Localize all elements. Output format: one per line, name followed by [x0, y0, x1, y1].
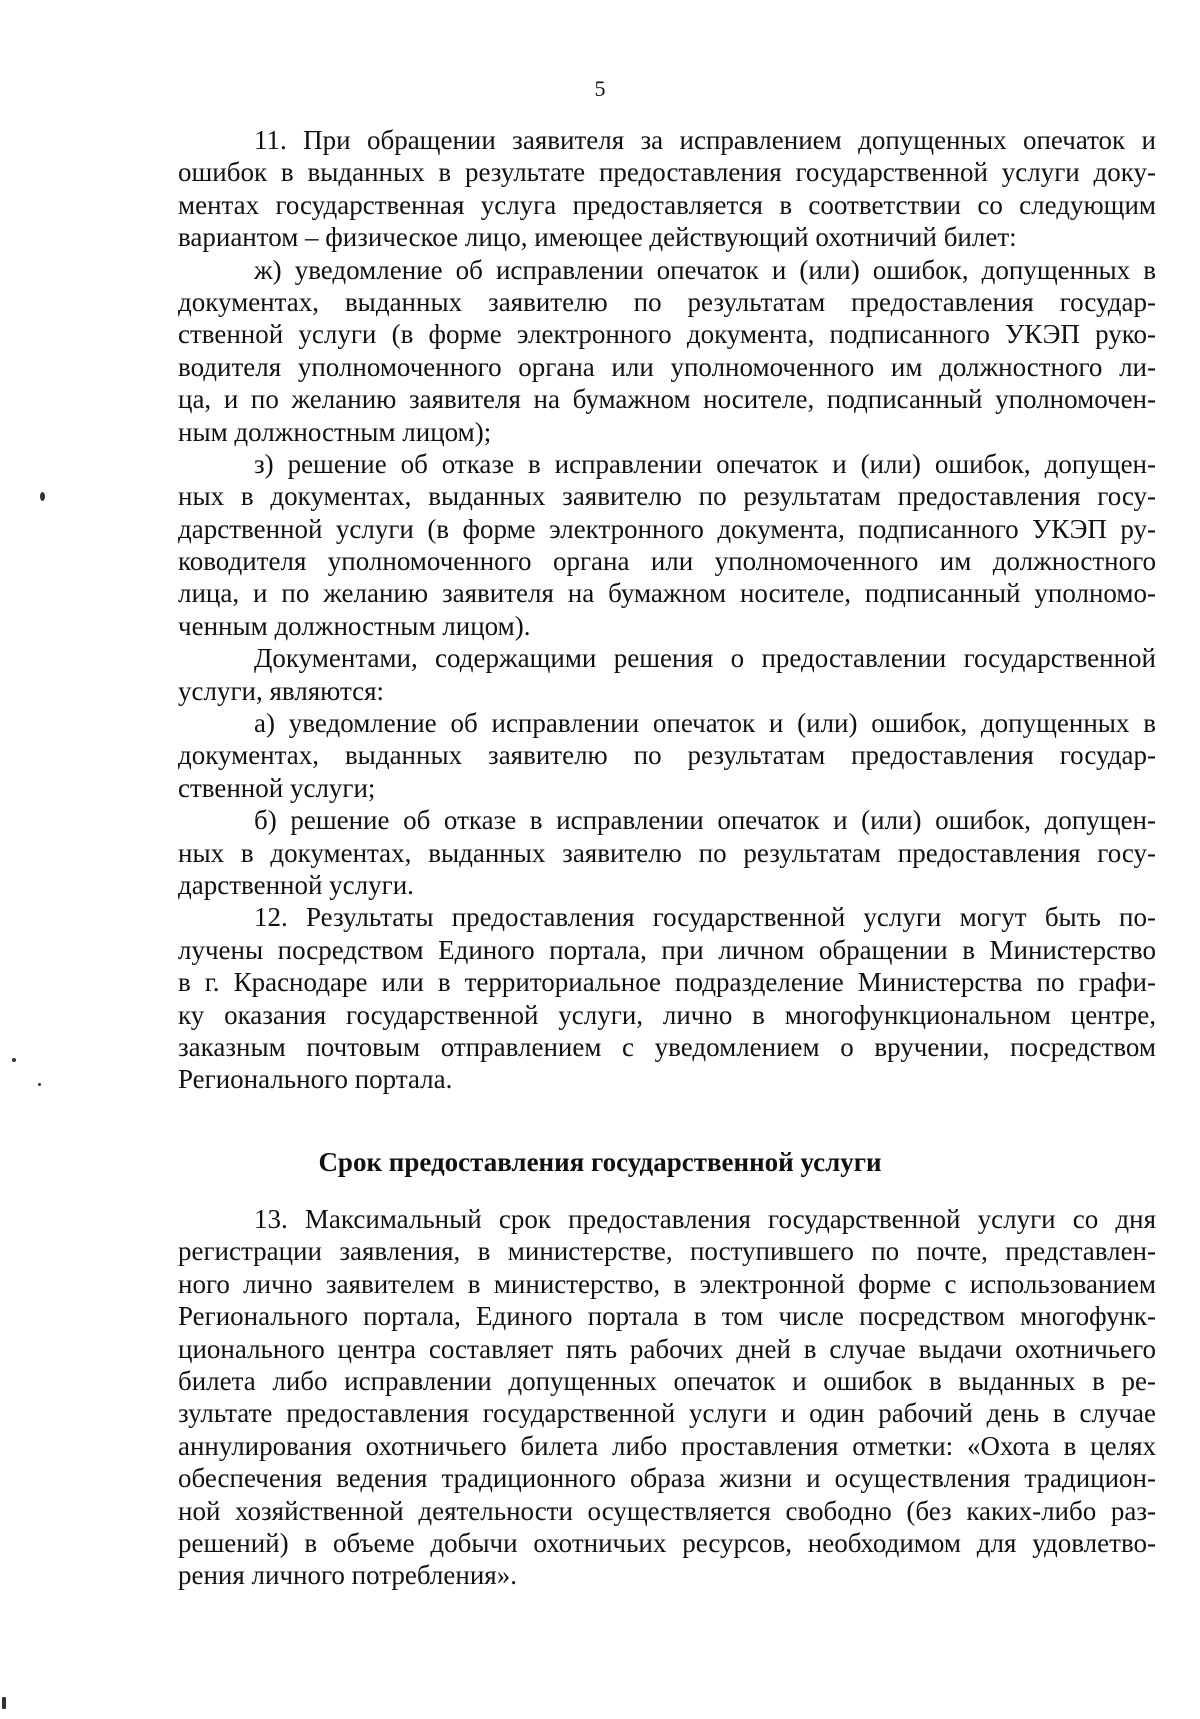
- text-line: услуги, являются:: [178, 675, 385, 706]
- section-heading: Срок предоставления государственной услуги: [318, 1147, 882, 1177]
- text-line: ционального центра составляет пять рабочих дней в случае выдачи охотничьего: [178, 1333, 1156, 1364]
- text-line: документах, выданных заявителю по результатам предоставления государ-: [178, 740, 1156, 771]
- body-text-block-1: [178, 124, 1156, 1096]
- text-line: аннулирования охотничьего билета либо проставления отметки: «Охота в целях: [178, 1430, 1156, 1461]
- text-line: а) уведомление об исправлении опечаток и (или) ошибок, допущенных в: [254, 708, 1156, 739]
- text-line: лица, и по желанию заявителя на бумажном носителе, подписанный уполномо-: [178, 578, 1156, 609]
- text-line: ошибок в выданных в результате предоставления государственной услуги доку-: [178, 157, 1156, 188]
- text-line: решений) в объеме добычи охотничьих ресурсов, необходимом для удовлетво-: [178, 1527, 1156, 1558]
- text-line: документах, выданных заявителю по результатам предоставления государ-: [178, 286, 1156, 317]
- scan-speck: [38, 1083, 41, 1086]
- text-line: ных в документах, выданных заявителю по результатам предоставления госу-: [178, 837, 1156, 868]
- text-line: б) решение об отказе в исправлении опечаток и (или) ошибок, допущен-: [254, 805, 1156, 836]
- text-line: ным должностным лицом);: [178, 416, 492, 447]
- text-line: ственной услуги;: [178, 772, 376, 803]
- text-line: ментах государственная услуга предоставляется в соответствии со следующим: [178, 189, 1156, 220]
- text-line: ководителя уполномоченного органа или уполномоченного им должностного: [178, 546, 1156, 577]
- text-line: Регионального портала, Единого портала в том числе посредством многофунк-: [178, 1301, 1156, 1332]
- text-line: вариантом – физическое лицо, имеющее действующий охотничий билет:: [178, 222, 1017, 253]
- text-line: ченным должностным лицом).: [178, 610, 531, 641]
- text-line: зультате предоставления государственной услуги и один рабочий день в случае: [178, 1398, 1156, 1429]
- scan-speck: [2, 1697, 6, 1709]
- text-line: 13. Максимальный срок предоставления государственной услуги со дня: [254, 1204, 1156, 1234]
- text-line: в г. Краснодаре или в территориальное подразделение Министерства по графи-: [178, 967, 1156, 998]
- text-line: ца, и по желанию заявителя на бумажном носителе, подписанный уполномочен-: [178, 384, 1156, 415]
- text-line: ных в документах, выданных заявителю по результатам предоставления госу-: [178, 481, 1156, 512]
- text-line: билета либо исправлении допущенных опечаток и ошибок в выданных в ре-: [178, 1365, 1156, 1396]
- body-text-block-2: [178, 1203, 1156, 1592]
- text-line: рения личного потребления».: [178, 1560, 517, 1591]
- text-line: 12. Результаты предоставления государственной услуги могут быть по-: [254, 902, 1156, 933]
- text-line: лучены посредством Единого портала, при личном обращении в Министерство: [178, 934, 1156, 965]
- text-line: заказным почтовым отправлением с уведомлением о вручении, посредством: [178, 1031, 1156, 1062]
- text-line: регистрации заявления, в министерстве, поступившего по почте, представлен-: [178, 1236, 1156, 1267]
- text-line: Документами, содержащими решения о предоставлении государственной: [254, 643, 1156, 674]
- scan-speck: [40, 492, 45, 501]
- text-line: ного лично заявителем в министерство, в электронной форме с использованием: [178, 1268, 1156, 1299]
- text-line: ку оказания государственной услуги, лично в многофункциональном центре,: [178, 999, 1156, 1030]
- text-line: ственной услуги (в форме электронного документа, подписанного УКЭП руко-: [178, 319, 1156, 350]
- text-line: Регионального портала.: [178, 1064, 453, 1095]
- text-line: водителя уполномоченного органа или уполномоченного им должностного ли-: [178, 351, 1156, 382]
- text-line: дарственной услуги (в форме электронного документа, подписанного УКЭП ру-: [178, 513, 1156, 544]
- text-line: 11. При обращении заявителя за исправлением допущенных опечаток и: [254, 125, 1156, 155]
- scan-speck: [12, 1058, 16, 1062]
- text-line: ной хозяйственной деятельности осуществляется свободно (без каких-либо раз-: [178, 1495, 1156, 1526]
- page-number: 5: [594, 76, 606, 101]
- text-line: ж) уведомление об исправлении опечаток и (или) ошибок, допущенных в: [254, 254, 1156, 285]
- text-line: дарственной услуги.: [178, 869, 414, 900]
- text-line: з) решение об отказе в исправлении опечаток и (или) ошибок, допущен-: [254, 448, 1156, 479]
- text-line: обеспечения ведения традиционного образа жизни и осуществления традицион-: [178, 1463, 1156, 1494]
